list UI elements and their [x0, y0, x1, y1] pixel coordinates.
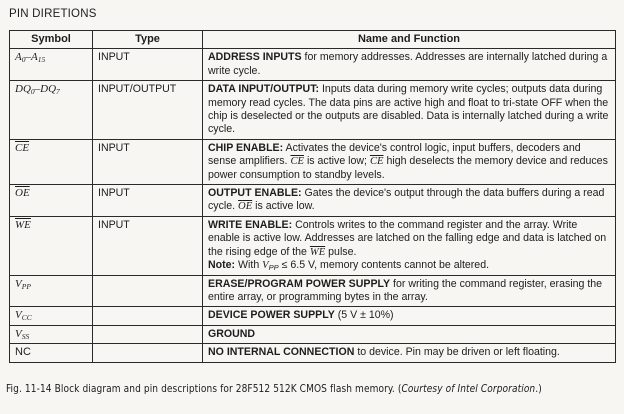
table-row [10, 325, 616, 343]
type-cell [93, 325, 203, 343]
function-cell: ADDRESS INPUTS for memory addresses. Addresses are internally latched during a write cycle. [203, 49, 616, 81]
symbol-cell: $\overline{OE}$ [10, 185, 93, 217]
symbol-cell: NC [10, 344, 93, 362]
table-row [10, 185, 616, 217]
symbol-cell: $DQ_0-DQ_7$ [10, 81, 93, 140]
function-cell: GROUND [203, 325, 616, 343]
pin-description-table [9, 30, 616, 363]
type-cell [93, 275, 203, 307]
function-cell: WRITE ENABLE: Controls writes to the command register and the array. Write enable is active low. Addresses are latched on the falling edge and data is latched on the rising edge of the $\overline{WE}$ pulse. Note: With $V_{PP} \le 6.5$ V, memory contents cannot be altered. [203, 216, 616, 275]
function-cell: DEVICE POWER SUPPLY (5 V ± 10%) [203, 307, 616, 325]
function-cell: NO INTERNAL CONNECTION to device. Pin may be driven or left floating. [203, 344, 616, 362]
function-cell: DATA INPUT/OUTPUT: Inputs data during memory write cycles; outputs data during memory read cycles. The data pins are active high and float to tri-state OFF when the chip is deselected or the outputs are disabled. Data is internally latched during a write cycle. [203, 81, 616, 140]
symbol-cell: $\overline{WE}$ [10, 216, 93, 275]
table-row [10, 139, 616, 184]
function-cell: CHIP ENABLE: Activates the device's control logic, input buffers, decoders and sense amplifiers. $\overline{CE}$ is active low; $\overline{CE}$ high deselects the memory device and reduces power consumption to standby levels. [203, 139, 616, 184]
type-cell: INPUT/OUTPUT [93, 81, 203, 140]
type-cell: INPUT [93, 49, 203, 81]
symbol-cell: $V_{SS}$ [10, 325, 93, 343]
table-row [10, 81, 616, 140]
type-cell: INPUT [93, 216, 203, 275]
symbol-cell: $V_{CC}$ [10, 307, 93, 325]
document-title: PIN DIRETIONS [9, 8, 97, 20]
function-cell: OUTPUT ENABLE: Gates the device's output through the data buffers during a read cycle. $\overline{OE}$ is active low. [203, 185, 616, 217]
table-row [10, 307, 616, 325]
symbol-cell: $V_{PP}$ [10, 275, 93, 307]
header-symbol: Symbol [10, 31, 93, 49]
type-cell: INPUT [93, 139, 203, 184]
table-row [10, 49, 616, 81]
table-row [10, 275, 616, 307]
header-type: Type [93, 31, 203, 49]
symbol-cell: $A_0-A_{15}$ [10, 49, 93, 81]
symbol-cell: $\overline{CE}$ [10, 139, 93, 184]
type-cell [93, 307, 203, 325]
table-row [10, 216, 616, 275]
figure-caption: Fig. 11-14 Block diagram and pin descriptions for 28F512 512K CMOS flash memory. (Courtesy of Intel Corporation.) [6, 382, 542, 395]
table-row [10, 344, 616, 362]
table-header-row [10, 31, 616, 49]
type-cell: INPUT [93, 185, 203, 217]
type-cell [93, 344, 203, 362]
header-function: Name and Function [203, 31, 616, 49]
function-cell: ERASE/PROGRAM POWER SUPPLY for writing the command register, erasing the entire array, or programming bytes in the array. [203, 275, 616, 307]
